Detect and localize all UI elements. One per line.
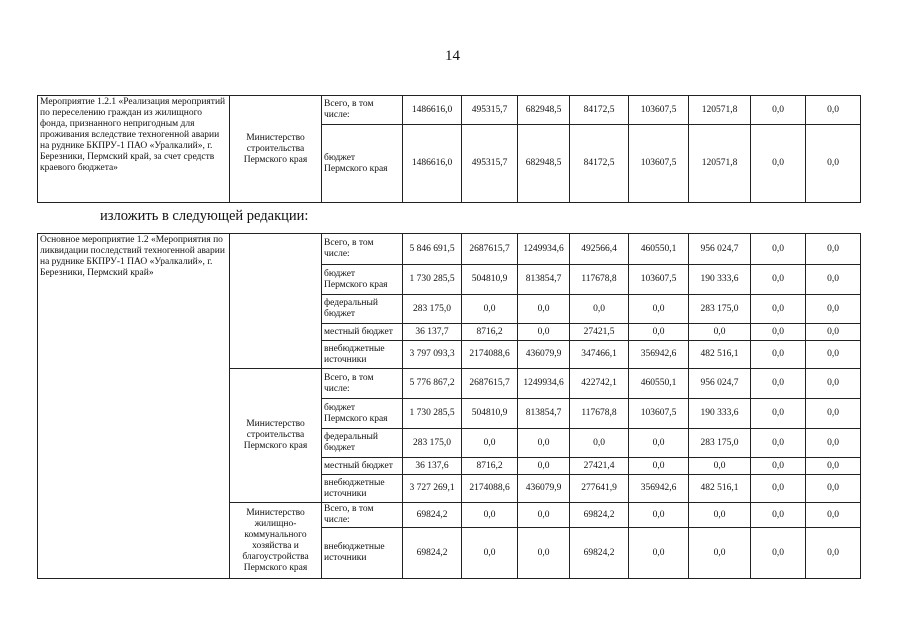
value-cell: 0,0 — [751, 295, 806, 324]
value-cell: 277641,9 — [570, 475, 629, 503]
value-cell: 1249934,6 — [518, 234, 570, 265]
value-cell: 347466,1 — [570, 341, 629, 369]
value-cell: 0,0 — [806, 429, 861, 458]
value-cell: 69824,2 — [403, 503, 462, 528]
value-cell: 813854,7 — [518, 399, 570, 429]
value-cell: 190 333,6 — [689, 399, 751, 429]
value-cell: 5 846 691,5 — [403, 234, 462, 265]
funding-source-cell: бюджет Пермского края — [322, 125, 403, 203]
value-cell: 1486616,0 — [403, 96, 462, 125]
value-cell: 8716,2 — [462, 324, 518, 341]
value-cell: 283 175,0 — [689, 295, 751, 324]
value-cell: 504810,9 — [462, 265, 518, 295]
value-cell: 0,0 — [751, 399, 806, 429]
value-cell: 0,0 — [689, 528, 751, 579]
old-budget-table — [37, 95, 905, 203]
value-cell: 0,0 — [751, 475, 806, 503]
value-cell: 682948,5 — [518, 96, 570, 125]
value-cell: 492566,4 — [570, 234, 629, 265]
value-cell: 103607,5 — [629, 125, 689, 203]
value-cell: 0,0 — [518, 503, 570, 528]
value-cell: 0,0 — [806, 458, 861, 475]
value-cell: 3 727 269,1 — [403, 475, 462, 503]
value-cell: 0,0 — [518, 528, 570, 579]
value-cell: 84172,5 — [570, 125, 629, 203]
value-cell: 190 333,6 — [689, 265, 751, 295]
value-cell: 504810,9 — [462, 399, 518, 429]
value-cell: 5 776 867,2 — [403, 369, 462, 399]
value-cell: 813854,7 — [518, 265, 570, 295]
value-cell: 120571,8 — [689, 125, 751, 203]
value-cell: 0,0 — [751, 528, 806, 579]
value-cell: 84172,5 — [570, 96, 629, 125]
value-cell: 283 175,0 — [689, 429, 751, 458]
value-cell: 0,0 — [689, 503, 751, 528]
value-cell: 0,0 — [806, 324, 861, 341]
page-number: 14 — [445, 48, 460, 64]
value-cell: 460550,1 — [629, 234, 689, 265]
value-cell: 0,0 — [629, 458, 689, 475]
value-cell: 103607,5 — [629, 399, 689, 429]
value-cell: 436079,9 — [518, 475, 570, 503]
funding-source-cell: Всего, в том числе: — [322, 369, 403, 399]
value-cell: 0,0 — [518, 429, 570, 458]
value-cell: 422742,1 — [570, 369, 629, 399]
value-cell: 0,0 — [629, 528, 689, 579]
value-cell: 120571,8 — [689, 96, 751, 125]
value-cell: 103607,5 — [629, 96, 689, 125]
value-cell: 356942,6 — [629, 341, 689, 369]
funding-source-cell: внебюджетные источники — [322, 528, 403, 579]
value-cell: 0,0 — [462, 295, 518, 324]
funding-source-cell: бюджет Пермского края — [322, 265, 403, 295]
value-cell: 0,0 — [629, 503, 689, 528]
value-cell: 0,0 — [629, 429, 689, 458]
value-cell: 36 137,7 — [403, 324, 462, 341]
value-cell: 0,0 — [806, 265, 861, 295]
value-cell: 0,0 — [751, 234, 806, 265]
value-cell: 436079,9 — [518, 341, 570, 369]
funding-source-cell: Всего, в том числе: — [322, 234, 403, 265]
value-cell: 0,0 — [570, 295, 629, 324]
value-cell: 0,0 — [462, 503, 518, 528]
value-cell: 8716,2 — [462, 458, 518, 475]
funding-source-cell: Всего, в том числе: — [322, 96, 403, 125]
organization-cell: Министерство строительства Пермского края — [230, 96, 322, 203]
value-cell: 0,0 — [462, 528, 518, 579]
value-cell: 117678,8 — [570, 399, 629, 429]
value-cell: 0,0 — [518, 458, 570, 475]
value-cell: 117678,8 — [570, 265, 629, 295]
value-cell: 495315,7 — [462, 96, 518, 125]
value-cell: 283 175,0 — [403, 295, 462, 324]
value-cell: 3 797 093,3 — [403, 341, 462, 369]
value-cell: 27421,4 — [570, 458, 629, 475]
funding-source-cell: Всего, в том числе: — [322, 503, 403, 528]
value-cell: 69824,2 — [403, 528, 462, 579]
value-cell: 1249934,6 — [518, 369, 570, 399]
value-cell: 27421,5 — [570, 324, 629, 341]
value-cell: 956 024,7 — [689, 369, 751, 399]
value-cell: 0,0 — [751, 341, 806, 369]
funding-source-cell: местный бюджет — [322, 458, 403, 475]
activity-name-cell: Основное мероприятие 1.2 «Мероприятия по ликвидации последствий техногенной аварии на руднике БКПРУ-1 ПАО «Уралкалий», г. Березники, Пермский край» — [38, 234, 230, 579]
value-cell: 2687615,7 — [462, 234, 518, 265]
organization-cell: Министерство жилищно-коммунального хозяйства и благоустройства Пермского края — [230, 503, 322, 579]
value-cell: 0,0 — [806, 475, 861, 503]
value-cell: 1 730 285,5 — [403, 265, 462, 295]
funding-source-cell: внебюджетные источники — [322, 341, 403, 369]
value-cell: 69824,2 — [570, 503, 629, 528]
value-cell: 2687615,7 — [462, 369, 518, 399]
value-cell: 36 137,6 — [403, 458, 462, 475]
value-cell: 0,0 — [806, 399, 861, 429]
new-budget-table — [37, 233, 905, 579]
funding-source-cell: федеральный бюджет — [322, 295, 403, 324]
value-cell: 0,0 — [751, 96, 806, 125]
organization-cell: Министерство строительства Пермского края — [230, 369, 322, 503]
value-cell: 0,0 — [806, 503, 861, 528]
value-cell: 0,0 — [689, 324, 751, 341]
value-cell: 482 516,1 — [689, 341, 751, 369]
value-cell: 69824,2 — [570, 528, 629, 579]
value-cell: 0,0 — [570, 429, 629, 458]
value-cell: 0,0 — [629, 295, 689, 324]
value-cell: 0,0 — [689, 458, 751, 475]
value-cell: 0,0 — [462, 429, 518, 458]
value-cell: 0,0 — [751, 369, 806, 399]
value-cell: 2174088,6 — [462, 475, 518, 503]
value-cell: 0,0 — [751, 458, 806, 475]
value-cell: 0,0 — [629, 324, 689, 341]
value-cell: 0,0 — [751, 125, 806, 203]
value-cell: 0,0 — [806, 125, 861, 203]
value-cell: 0,0 — [806, 341, 861, 369]
value-cell: 0,0 — [806, 234, 861, 265]
value-cell: 0,0 — [518, 324, 570, 341]
funding-source-cell: бюджет Пермского края — [322, 399, 403, 429]
value-cell: 0,0 — [806, 369, 861, 399]
activity-name-cell: Мероприятие 1.2.1 «Реализация мероприятий по переселению граждан из жилищного фонда, признанного непригодным для проживания вследствие техногенной аварии на руднике БКПРУ-1 ПАО «Уралкалий», г. Березники, Пермский край, за счет средств краевого бюджета» — [38, 96, 230, 203]
funding-source-cell: внебюджетные источники — [322, 475, 403, 503]
value-cell: 283 175,0 — [403, 429, 462, 458]
value-cell: 0,0 — [751, 429, 806, 458]
value-cell: 1 730 285,5 — [403, 399, 462, 429]
value-cell: 460550,1 — [629, 369, 689, 399]
value-cell: 0,0 — [751, 265, 806, 295]
value-cell: 2174088,6 — [462, 341, 518, 369]
value-cell: 0,0 — [806, 96, 861, 125]
value-cell: 0,0 — [751, 324, 806, 341]
table-row — [38, 96, 905, 125]
value-cell: 0,0 — [751, 503, 806, 528]
value-cell: 0,0 — [806, 295, 861, 324]
value-cell: 1486616,0 — [403, 125, 462, 203]
value-cell: 0,0 — [518, 295, 570, 324]
funding-source-cell: федеральный бюджет — [322, 429, 403, 458]
value-cell: 0,0 — [806, 528, 861, 579]
funding-source-cell: местный бюджет — [322, 324, 403, 341]
value-cell: 956 024,7 — [689, 234, 751, 265]
value-cell: 103607,5 — [629, 265, 689, 295]
value-cell: 682948,5 — [518, 125, 570, 203]
value-cell: 495315,7 — [462, 125, 518, 203]
amendment-heading: изложить в следующей редакции: — [100, 208, 309, 224]
value-cell: 482 516,1 — [689, 475, 751, 503]
table-row — [38, 234, 905, 265]
value-cell: 356942,6 — [629, 475, 689, 503]
organization-cell — [230, 234, 322, 369]
